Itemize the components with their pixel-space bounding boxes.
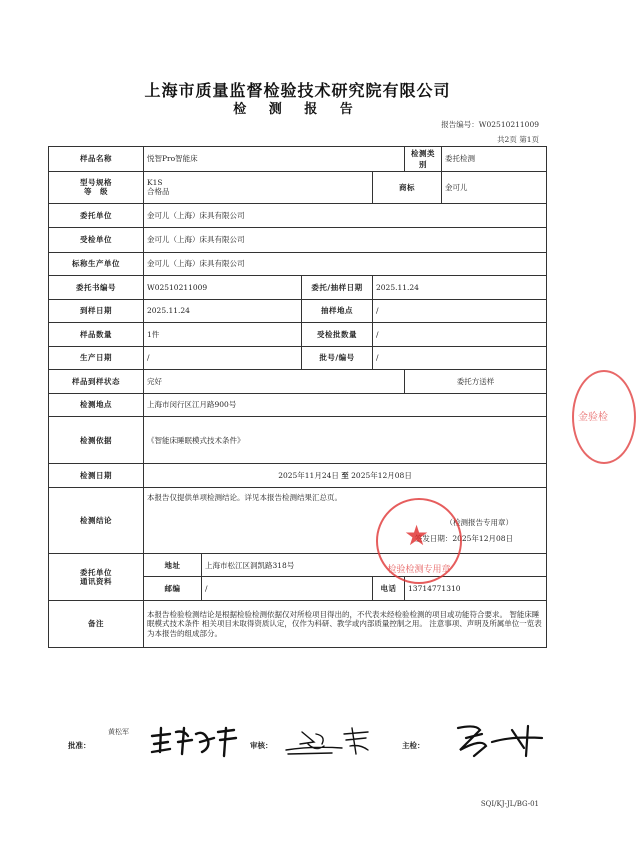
seal-text: 检验检测专用章 [387,565,451,575]
label-batch-qty: 受检批数量 [302,323,373,347]
value-batch-no: / [373,346,547,370]
conclusion-issue-date: 签发日期：2025年12月08日 [414,533,514,543]
label-zip: 邮编 [144,577,202,601]
value-sampling-place: / [373,299,547,323]
label-contact: 委托单位 通讯资料 [49,553,144,600]
value-brand: 金可儿 [442,171,547,203]
star-icon: ★ [404,519,430,552]
value-sample-name: 悦智Pro智能床 [144,147,405,172]
label-basis: 检测依据 [49,417,144,464]
label-brand: 商标 [373,171,442,203]
value-client: 金可儿（上海）床具有限公司 [144,203,547,228]
value-sampling-date: 2025.11.24 [373,276,547,300]
label-manufacturer: 标称生产单位 [49,252,144,276]
label-prod-date: 生产日期 [49,346,144,370]
value-zip: / [202,577,373,601]
value-tel: 13714771310 [405,577,547,601]
conclusion-seal: （检测报告专用章） [445,517,514,527]
inspector-signature [452,720,547,760]
value-arrival-date: 2025.11.24 [144,299,302,323]
value-batch-qty: / [373,323,547,347]
report-title: 检 测 报 告 [233,102,362,117]
label-batch-no: 批号/编号 [302,346,373,370]
value-address: 上海市松江区洞凯路318号 [202,553,547,577]
main-inspector-label: 主检： [402,741,425,750]
label-sampling-place: 抽样地点 [302,299,373,323]
label-arrival-date: 到样日期 [49,299,144,323]
org-title: 上海市质量监督检验技术研究院有限公司 [144,81,451,100]
value-prod-date: / [144,346,302,370]
label-model: 型号规格 等 级 [49,171,144,203]
value-conclusion [144,487,547,553]
value-contract-no: W02510211009 [144,276,302,300]
label-location: 检测地点 [49,393,144,417]
value-location: 上海市闵行区江月路900号 [144,393,547,417]
approve-label: 批准： [68,741,91,750]
approver-signature [148,722,240,760]
page-indicator: 共2页 第1页 [497,135,539,144]
label-quantity: 样品数量 [49,323,144,347]
official-seal-stamp [376,498,462,584]
approver-printed-name: 黄松军 [108,728,129,736]
value-remarks: 本报告检验检测结论是根据检验检测依据仅对所检项目得出的，不代表未经检验检测的项目或功能符合要求。 智能床睡眠模式技术条件 相关项目未取得资质认定，仅作为科研、教学或内部质量控制之用。 注意事项、声明及所属单位一览表为本报告的组成部分。 [144,600,547,647]
value-test-date: 2025年11月24日 至 2025年12月08日 [144,464,547,488]
value-model: K1S 合格品 [144,171,373,203]
reviewer-signature [282,724,387,758]
label-conclusion: 检测结论 [49,487,144,553]
label-client: 委托单位 [49,203,144,228]
label-address: 地址 [144,553,202,577]
form-code: SQI/KJ-JL/BG-01 [480,800,539,808]
conclusion-text: 本报告仅提供单项检测结论。详见本报告检测结果汇总页。 [147,492,342,502]
report-table [48,146,546,648]
label-tel: 电话 [373,577,405,601]
value-manufacturer: 金可儿（上海）床具有限公司 [144,252,547,276]
label-sample-name: 样品名称 [49,147,144,172]
value-basis: 《智能床睡眠模式技术条件》 [144,417,547,464]
edge-seal-stamp [572,370,636,464]
edge-seal-text: 金验检 [578,412,608,423]
value-test-type: 委托检测 [442,147,547,172]
label-contract-no: 委托书编号 [49,276,144,300]
label-test-date: 检测日期 [49,464,144,488]
label-inspected: 受检单位 [49,228,144,253]
review-label: 审核： [250,741,273,750]
value-sampling-method: 委托方送样 [405,370,547,394]
label-condition: 样品到样状态 [49,370,144,394]
value-inspected: 金可儿（上海）床具有限公司 [144,228,547,253]
label-remarks: 备注 [49,600,144,647]
value-quantity: 1件 [144,323,302,347]
value-condition: 完好 [144,370,405,394]
label-sampling-date: 委托/抽样日期 [302,276,373,300]
report-number: 报告编号：W02510211009 [441,120,539,129]
label-test-type: 检测类别 [405,147,442,172]
